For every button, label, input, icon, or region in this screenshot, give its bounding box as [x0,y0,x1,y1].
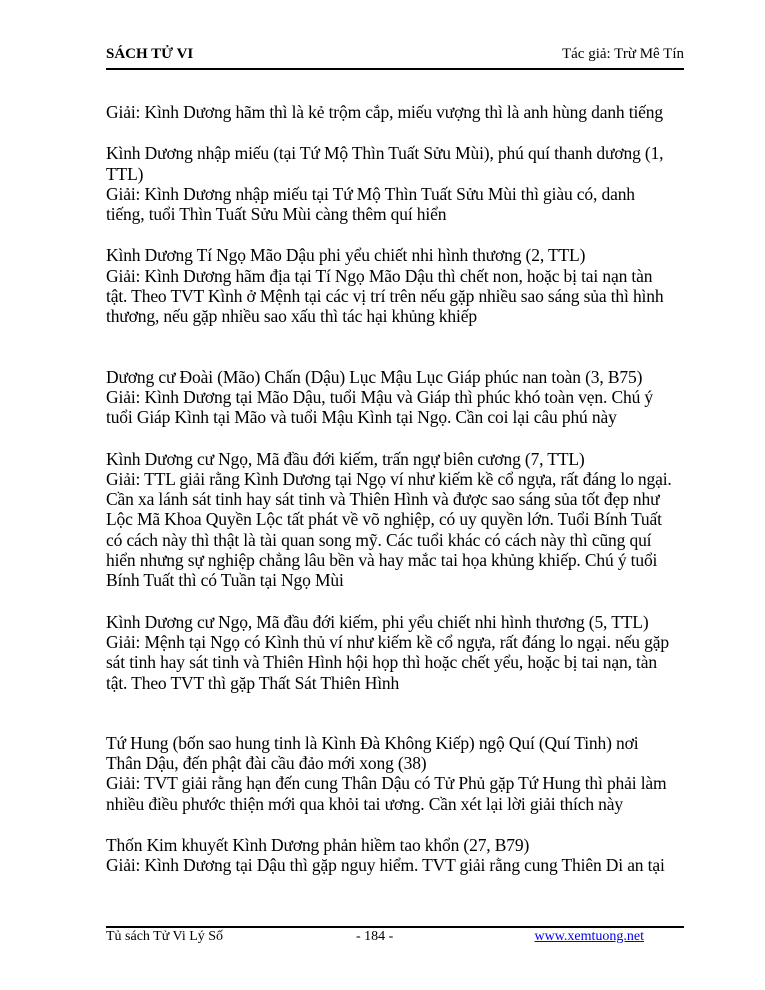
paragraph [106,612,686,693]
page-number: - 184 - [356,929,394,944]
verse-line: TTL) [106,163,144,184]
text-line: có cách này thì thật là tài quan song mỹ. Các tuổi khác có cách này thì cũng quí [106,529,652,550]
text-line: Giải: Kình Dương hãm thì là kẻ trộm cắp, miếu vượng thì là anh hùng danh tiếng [106,102,663,122]
book-title: SÁCH TỬ VI [106,46,194,62]
verse-line: Thốn Kim khuyết Kình Dương phản hiềm tao khổn (27, B79) [106,835,530,856]
text-line: sát tinh hay sát tinh và Thiên Hình hội họp thì hoặc chết yểu, hoặc bị tai nạn, tàn [106,652,657,673]
verse-line: Kình Dương nhập miếu (tại Tứ Mộ Thìn Tuất Sửu Mùi), phú quí thanh dương (1, [106,143,664,164]
paragraph [106,143,686,224]
paragraph [106,449,686,591]
text-line: Cần xa lánh sát tinh hay sát tinh và Thiên Hình và được sao sáng sủa tốt đẹp như [106,489,660,510]
text-line: Giải: Kình Dương nhập miếu tại Tứ Mộ Thìn Tuất Sửu Mùi thì giàu có, danh [106,183,635,204]
header-divider [106,68,684,70]
text-line: tuổi Giáp Kình tại Mão và tuổi Mậu Kình tại Ngọ. Cần coi lại câu phú này [106,407,617,428]
verse-line: Thân Dậu, đến phật đài cầu đảo mới xong (38) [106,753,427,774]
website-link[interactable]: www.xemtuong.net [534,929,644,944]
series-name: Tủ sách Tử Vi Lý Số [106,929,224,944]
paragraph [106,245,686,326]
text-line: Giải: Kình Dương tại Dậu thì gặp nguy hiểm. TVT giải rằng cung Thiên Di an tại [106,855,665,876]
text-line: nhiều điều phước thiện mới qua khỏi tai ương. Cần xét lại lời giải thích này [106,793,623,814]
paragraph [106,102,686,122]
verse-line: Tứ Hung (bốn sao hung tinh là Kình Đà Không Kiếp) ngộ Quí (Quí Tinh) nơi [106,732,639,753]
verse-line: Dương cư Đoài (Mão) Chấn (Dậu) Lục Mậu Lục Giáp phúc nan toàn (3, B75) [106,366,643,387]
text-line: Lộc Mã Khoa Quyền Lộc tất phát về võ nghiệp, có uy quyền lớn. Tuổi Bính Tuất [106,509,662,530]
text-line: hiển nhưng sự nghiệp chẳng lâu bền và hay mắc tai họa khủng khiếp. Chú ý tuổi [106,550,658,571]
text-line: Giải: Kình Dương hãm địa tại Tí Ngọ Mão Dậu thì chết non, hoặc bị tai nạn tàn [106,265,653,286]
footer-divider [106,926,684,928]
page-header [106,44,684,68]
text-line: tiếng, tuổi Thìn Tuất Sửu Mùi càng thêm quí hiển [106,204,447,225]
paragraph [106,367,686,428]
text-line: Giải: Kình Dương tại Mão Dậu, tuổi Mậu và Giáp thì phúc khó toàn vẹn. Chú ý [106,386,653,407]
paragraph [106,835,686,876]
text-line: tật. Theo TVT thì gặp Thất Sát Thiên Hình [106,672,400,693]
page-content [106,102,686,897]
verse-line: Kình Dương cư Ngọ, Mã đầu đới kiếm, phi yểu chiết nhi hình thương (5, TTL) [106,611,649,632]
author-label: Tác giả: Trừ Mê Tín [561,46,684,62]
verse-line: Kình Dương Tí Ngọ Mão Dậu phi yểu chiết nhi hình thương (2, TTL) [106,245,586,266]
verse-line: Kình Dương cư Ngọ, Mã đầu đới kiếm, trấn ngự biên cương (7, TTL) [106,448,585,469]
text-line: thương, nếu gặp nhiều sao xấu thì tác hại khủng khiếp [106,306,477,327]
text-line: tật. Theo TVT Kình ở Mệnh tại các vị trí trên nếu gặp nhiều sao sáng sủa thì hình [106,286,664,307]
text-line: Giải: TTL giải rằng Kình Dương tại Ngọ ví như kiếm kề cổ ngựa, rất đáng lo ngại. [106,468,672,489]
page-footer [106,929,684,949]
paragraph [106,733,686,814]
text-line: Giải: Mệnh tại Ngọ có Kình thủ ví như kiếm kề cổ ngựa, rất đáng lo ngại. nếu gặp [106,631,669,652]
text-line: Bính Tuất thì có Tuần tại Ngọ Mùi [106,570,344,591]
text-line: Giải: TVT giải rằng hạn đến cung Thân Dậu có Tử Phủ gặp Tứ Hung thì phải làm [106,773,667,794]
